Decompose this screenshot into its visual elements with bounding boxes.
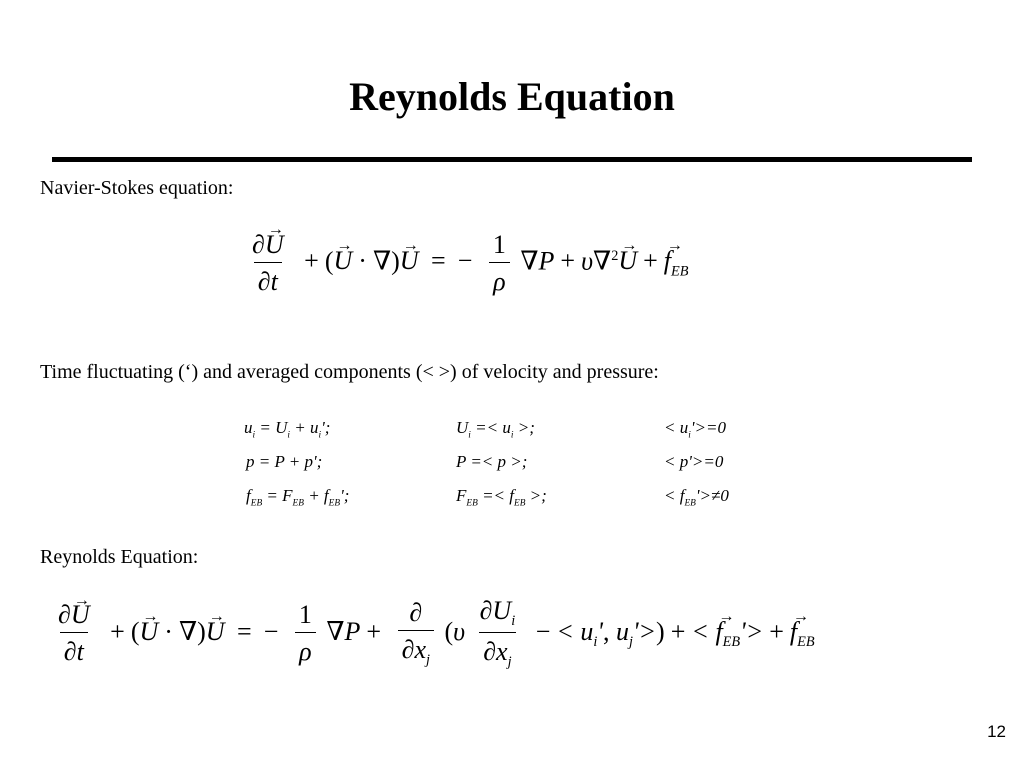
reynolds-equation: $\frac{\partial\to U}{\partial t}$ + (→ U · ∇)→ U = − $\frac{1}{\rho}$ ∇P + $\frac{\partial}{\partial x_j}$ (υ $\frac{\partial U_i}{\partial x_j}$ − < $u_i'$, $u_j'>$) + < → $f_{EB}'> +\to f_{EB}$ — [50, 598, 815, 670]
page-number: 12 — [987, 722, 1006, 741]
navier-stokes-label: Navier-Stokes equation: — [40, 177, 234, 199]
title-divider — [52, 157, 972, 162]
spatial-derivative-fraction: $\frac{\partial}{\partial x_j}$ — [398, 600, 434, 667]
pressure-coefficient-fraction: $\frac{1}{\rho}$ — [489, 232, 510, 295]
reynolds-time-derivative-fraction: $\frac{\partial\to U}{\partial t}$ — [54, 602, 94, 665]
slide-title: Reynolds Equation — [349, 74, 675, 119]
velocity-gradient-fraction: $\frac{\partial U_i}{\partial x_j}$ — [479, 596, 516, 671]
fluctuating-components-label: Time fluctuating (‘) and averaged components (< >) of velocity and pressure: — [40, 361, 659, 383]
time-derivative-fraction: $\frac{\partial\to U}{\partial t}$ — [248, 232, 288, 295]
navier-stokes-equation: $\frac{\partial\to U}{\partial t}$ + (→ U · ∇)→ U = − $\frac{1}{\rho}$ $\nabla P + \upsilon\nabla^2\to U +\to f_{EB}$ — [244, 232, 689, 295]
reynolds-pressure-fraction: $\frac{1}{\rho}$ — [295, 602, 316, 665]
reynolds-equation-label: Reynolds Equation: — [40, 546, 199, 568]
